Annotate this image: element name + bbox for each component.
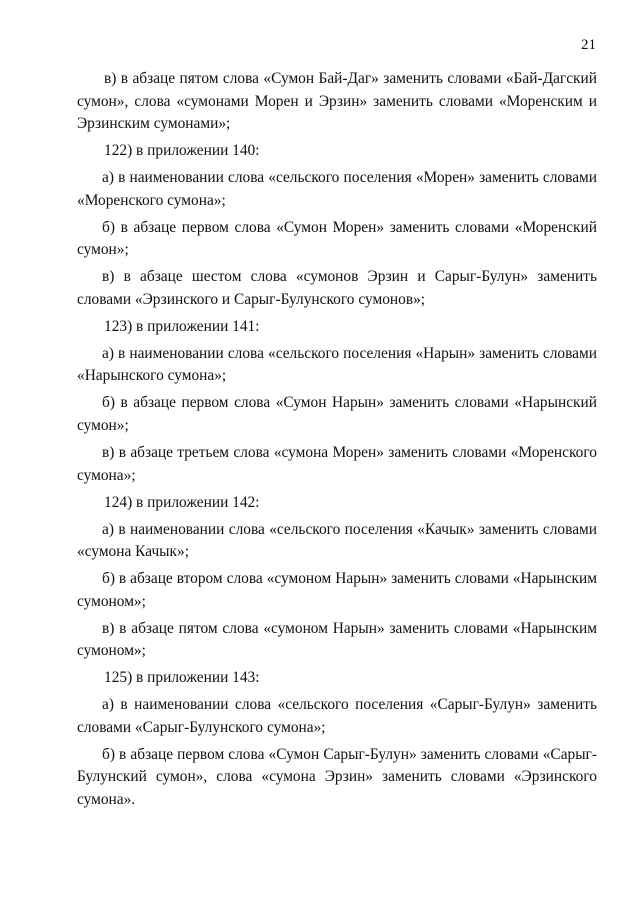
paragraph-heading-125: 125) в приложении 143:	[104, 669, 260, 687]
paragraph-item-b-moren: б) в абзаце первом слова «Сумон Морен» заменить словами «Моренский сумон»;	[77, 218, 597, 259]
paragraph-item-v-bai-dag: в) в абзаце пятом слова «Сумон Бай-Даг» заменить словами «Бай-Дагский сумон», слова «сумонами Морен и Эрзин» заменить словами «Моренским и Эрзинским сумонами»;	[77, 70, 597, 133]
paragraph-item-v-moren: в) в абзаце третьем слова «сумона Морен» заменить словами «Моренского сумона»;	[77, 444, 597, 484]
paragraph-item-b-naryn-second: б) в абзаце втором слова «сумоном Нарын» заменить словами «Нарынским сумоном»;	[77, 570, 597, 610]
paragraph-item-v-erzin: в) в абзаце шестом слова «сумонов Эрзин и Сарыг-Булун» заменить словами «Эрзинского и Сарыг-Булунского сумонов»;	[77, 268, 597, 308]
paragraph-heading-123: 123) в приложении 141:	[104, 317, 260, 335]
paragraph-item-v-naryn-fifth: в) в абзаце пятом слова «сумоном Нарын» заменить словами «Нарынским сумоном»;	[77, 619, 597, 660]
page-number: 21	[581, 37, 596, 53]
document-body	[77, 68, 597, 816]
paragraph-item-a-moren: а) в наименовании слова «сельского поселения «Морен» заменить словами «Моренского сумона»;	[77, 169, 597, 209]
paragraph-item-a-saryg-bulun: а) в наименовании слова «сельского поселения «Сарыг-Булун» заменить словами «Сарыг-Булунского сумона»;	[77, 696, 597, 736]
paragraph-heading-122: 122) в приложении 140:	[104, 142, 260, 160]
paragraph-heading-124: 124) в приложении 142:	[104, 493, 260, 511]
paragraph-item-a-naryn: а) в наименовании слова «сельского поселения «Нарын» заменить словами «Нарынского сумона»;	[77, 344, 597, 385]
paragraph-item-b-saryg-bulun: б) в абзаце первом слова «Сумон Сарыг-Булун» заменить словами «Сарыг-Булунский сумон», слова «сумона Эрзин» заменить словами «Эрзинского сумона».	[77, 745, 597, 809]
paragraph-item-a-kachyk: а) в наименовании слова «сельского поселения «Качык» заменить словами «сумона Качык»;	[77, 520, 597, 561]
paragraph-item-b-naryn: б) в абзаце первом слова «Сумон Нарын» заменить словами «Нарынский сумон»;	[77, 394, 597, 435]
